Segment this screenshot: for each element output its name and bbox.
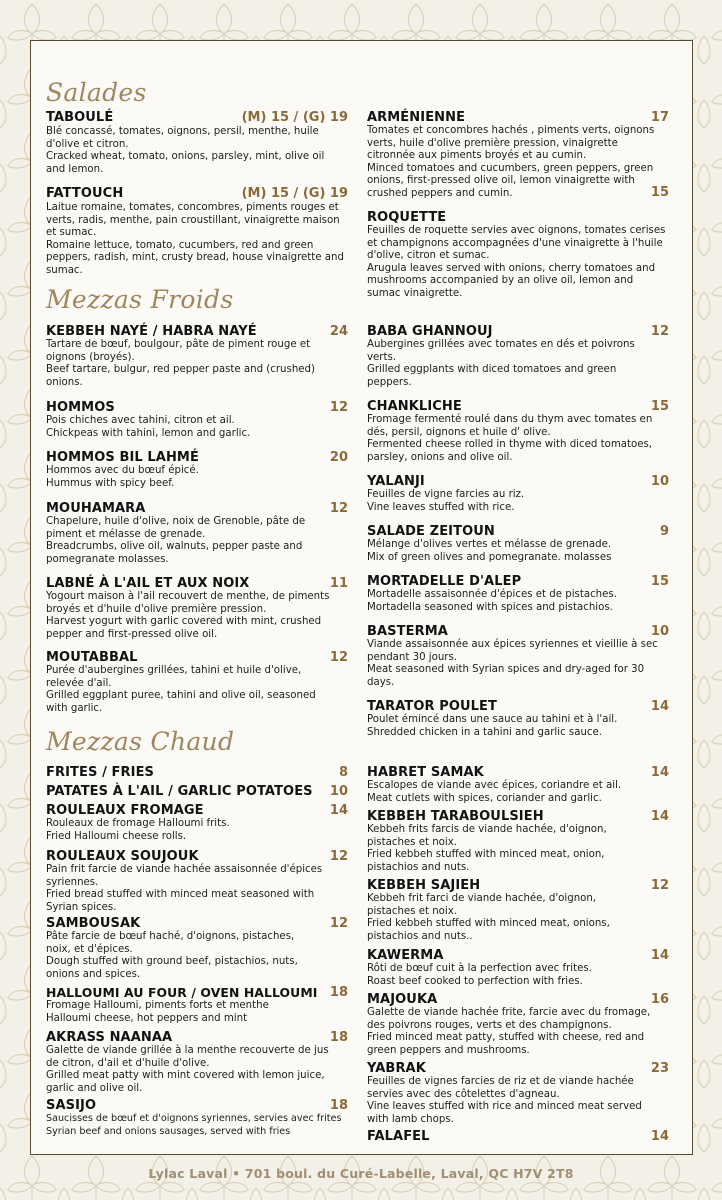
- item-name: HABRET SAMAK: [367, 765, 484, 780]
- section-title-mezzas-froids: Mezzas Froids: [46, 285, 234, 314]
- item-price: 12: [329, 650, 348, 665]
- item-price: 23: [650, 1061, 669, 1076]
- item-name: KEBBEH SAJIEH: [367, 878, 481, 893]
- item-price: 14: [650, 699, 669, 714]
- item-description: Aubergines grillées avec tomates en dés et poivrons verts. Grilled eggplants with diced tomatoes and green peppers.: [367, 339, 635, 388]
- item-name: ROULEAUX FROMAGE: [46, 803, 204, 818]
- item-description: Feuilles de roquette servies avec oignons, tomates cerises et champignons accompagnées d'une vinaigrette à l'huile d'olive, citron et sumac. Arugula leaves served with onions, cherry tomatoes and mushrooms accompanied by an olive oil, lemon and sumac vinaigrette.: [367, 225, 666, 299]
- item-name: FRITES / FRIES: [46, 765, 155, 780]
- item-description: Fromage fermenté roulé dans du thym avec tomates en dés, persil, oignons et huile d' olive. Fermented cheese rolled in thyme with diced tomatoes, parsley, onions and olive oil.: [367, 414, 653, 463]
- item-name: MAJOUKA: [367, 992, 438, 1007]
- item-name: SASIJO: [46, 1098, 97, 1113]
- item-description: Fromage Halloumi, piments forts et menthe Halloumi cheese, hot peppers and mint: [46, 1000, 269, 1024]
- item-description: Kebbeh frit farci de viande hachée, d'oignon, pistaches et noix. Fried kebbeh stuffed with minced meat, onions, pistachios and nuts..: [367, 893, 610, 942]
- item-name: TARATOR POULET: [367, 699, 498, 714]
- item-price: 18: [329, 985, 348, 1000]
- item-description: Mortadelle assaisonnée d'épices et de pistaches. Mortadella seasoned with spices and pistachios.: [367, 589, 617, 613]
- item-description: Tomates et concombres hachés , piments verts, oignons verts, huile d'olive première pression, vinaigrette citronnée aux piments broyés et au cumin. Minced tomatoes and cucumbers, green peppers, green onions, first-pressed olive oil, lemon vinaigrette with crushed peppers and cumin.: [367, 125, 655, 199]
- item-name: SALADE ZEITOUN: [367, 524, 495, 539]
- item-description: Blé concassé, tomates, oignons, persil, menthe, huile d'olive et citron. Cracked wheat, tomato, onions, parsley, mint, olive oil and lemon.: [46, 126, 325, 175]
- item-description: Pois chiches avec tahini, citron et ail. Chickpeas with tahini, lemon and garlic.: [46, 415, 251, 439]
- item-price: 9: [659, 524, 669, 539]
- item-price: 14: [650, 765, 669, 780]
- item-price: (M) 15 / (G) 19: [241, 110, 348, 125]
- section-title-mezzas-chaud: Mezzas Chaud: [46, 727, 235, 756]
- item-name: HOMMOS BIL LAHMÉ: [46, 450, 199, 465]
- item-name: ARMÉNIENNE: [367, 110, 466, 125]
- item-price: (M) 15 / (G) 19: [241, 186, 348, 201]
- item-price: 15: [650, 574, 669, 589]
- item-description: Galette de viande hachée frite, farcie avec du fromage, des poivrons rouges, verts et des champignons. Fried minced meat patty, stuffed with cheese, red and green peppers and mushrooms.: [367, 1007, 651, 1056]
- item-price: 16: [650, 992, 669, 1007]
- item-price: 17: [650, 110, 669, 125]
- item-name: KAWERMA: [367, 948, 444, 963]
- item-name: AKRASS NAANAA: [46, 1030, 173, 1045]
- item-price: 12: [650, 878, 669, 893]
- item-price: 20: [329, 450, 348, 465]
- item-description: Feuilles de vigne farcies au riz. Vine leaves stuffed with rice.: [367, 489, 525, 513]
- item-name: ROQUETTE: [367, 210, 447, 225]
- item-name: MOUTABBAL: [46, 650, 138, 665]
- item-name: FALAFEL: [367, 1129, 430, 1144]
- item-price: 14: [329, 803, 348, 818]
- item-description: Hommos avec du bœuf épicé. Hummus with spicy beef.: [46, 465, 199, 489]
- item-name: BASTERMA: [367, 624, 448, 639]
- item-price: 24: [329, 324, 348, 339]
- item-name: HALLOUMI AU FOUR / OVEN HALLOUMI: [46, 985, 318, 1000]
- item-name: YABRAK: [367, 1061, 426, 1076]
- item-name: BABA GHANNOUJ: [367, 324, 493, 339]
- item-description: Galette de viande grillée à la menthe recouverte de jus de citron, d'ail et d'huile d'olive. Grilled meat patty with mint covered with lemon juice, garlic and olive oil.: [46, 1045, 329, 1094]
- item-price: 10: [650, 624, 669, 639]
- item-price: 10: [329, 784, 348, 799]
- item-description: Purée d'aubergines grillées, tahini et huile d'olive, relevée d'ail. Grilled eggplant puree, tahini and olive oil, seasoned with garlic.: [46, 665, 316, 714]
- item-price: 14: [650, 948, 669, 963]
- item-price: 12: [329, 400, 348, 415]
- item-description: Yogourt maison à l'ail recouvert de menthe, de piments broyés et d'huile d'olive première pression. Harvest yogurt with garlic covered with mint, crushed pepper and first-pressed olive oil.: [46, 591, 330, 640]
- item-price: 14: [650, 809, 669, 824]
- item-price: 15: [650, 399, 669, 414]
- item-name: KEBBEH NAYÉ / HABRA NAYÉ: [46, 324, 257, 339]
- item-description: Mélange d'olives vertes et mélasse de grenade. Mix of green olives and pomegranate. molasses: [367, 539, 612, 563]
- item-description: Kebbeh frits farcis de viande hachée, d'oignon, pistaches et noix. Fried kebbeh stuffed with minced meat, onion, pistachios and nuts.: [367, 824, 607, 873]
- section-title-salades: Salades: [46, 78, 147, 107]
- item-price: 18: [329, 1030, 348, 1045]
- item-description: Feuilles de vignes farcies de riz et de viande hachée servies avec des côtelettes d'agneau. Vine leaves stuffed with rice and minced meat served with lamb chops.: [367, 1076, 642, 1125]
- item-price-secondary: 15: [650, 185, 669, 200]
- item-name: TABOULÉ: [46, 110, 114, 125]
- footer-address: Lylac Laval • 701 boul. du Curé-Labelle, Laval, QC H7V 2T8: [148, 1166, 574, 1181]
- item-name: FATTOUCH: [46, 186, 124, 201]
- item-price: 14: [650, 1129, 669, 1144]
- item-name: PATATES À L'AIL / GARLIC POTATOES: [46, 784, 313, 799]
- item-name: LABNÉ À L'AIL ET AUX NOIX: [46, 576, 250, 591]
- item-name: HOMMOS: [46, 400, 115, 415]
- item-description: Pain frit farcie de viande hachée assaisonnée d'épices syriennes. Fried bread stuffed with minced meat seasoned with Syrian spices.: [46, 864, 323, 913]
- item-name: KEBBEH TARABOULSIEH: [367, 809, 544, 824]
- item-description: Pâte farcie de bœuf haché, d'oignons, pistaches, noix, et d'épices. Dough stuffed with ground beef, pistachios, nuts, onions and spices.: [46, 931, 298, 980]
- item-name: ROULEAUX SOUJOUK: [46, 849, 199, 864]
- item-description: Tartare de bœuf, boulgour, pâte de piment rouge et oignons (broyés). Beef tartare, bulgur, red pepper paste and (crushed) onions.: [46, 339, 315, 388]
- item-name: CHANKLICHE: [367, 399, 462, 414]
- item-description: Rouleaux de fromage Halloumi frits. Fried Halloumi cheese rolls.: [46, 818, 230, 842]
- item-description: Viande assaisonnée aux épices syriennes et vieillie à sec pendant 30 jours. Meat seasoned with Syrian spices and dry-aged for 30 days.: [367, 639, 658, 688]
- item-name: YALANJI: [367, 474, 425, 489]
- item-price: 12: [329, 849, 348, 864]
- item-description: Rôti de bœuf cuit à la perfection avec frites. Roast beef cooked to perfection with fries.: [367, 963, 592, 987]
- item-name: MORTADELLE D'ALEP: [367, 574, 522, 589]
- item-price: 18: [329, 1098, 348, 1113]
- item-price: 10: [650, 474, 669, 489]
- item-name: MOUHAMARA: [46, 501, 146, 516]
- item-description: Escalopes de viande avec épices, coriandre et ail. Meat cutlets with spices, coriander and garlic.: [367, 780, 622, 804]
- item-price: 12: [650, 324, 669, 339]
- item-description: Poulet émincé dans une sauce au tahini et à l'ail. Shredded chicken in a tahini and garlic sauce.: [367, 714, 618, 738]
- item-description: Chapelure, huile d'olive, noix de Grenoble, pâte de piment et mélasse de grenade. Breadcrumbs, olive oil, walnuts, pepper paste and pomegranate molasses.: [46, 516, 306, 565]
- item-price: 8: [338, 765, 348, 780]
- item-description: Laitue romaine, tomates, concombres, piments rouges et verts, radis, menthe, pain croustillant, vinaigrette maison et sumac. Romaine lettuce, tomato, cucumbers, red and green peppers, radish, mint, crusty bread, house vinaigrette and sumac.: [46, 202, 344, 276]
- item-price: 11: [329, 576, 348, 591]
- item-price: 12: [329, 501, 348, 516]
- item-price: 12: [329, 916, 348, 931]
- item-name: SAMBOUSAK: [46, 916, 141, 931]
- item-description: Saucisses de bœuf et d'oignons syriennes, servies avec frites Syrian beef and onions sausages, served with fries: [46, 1113, 342, 1137]
